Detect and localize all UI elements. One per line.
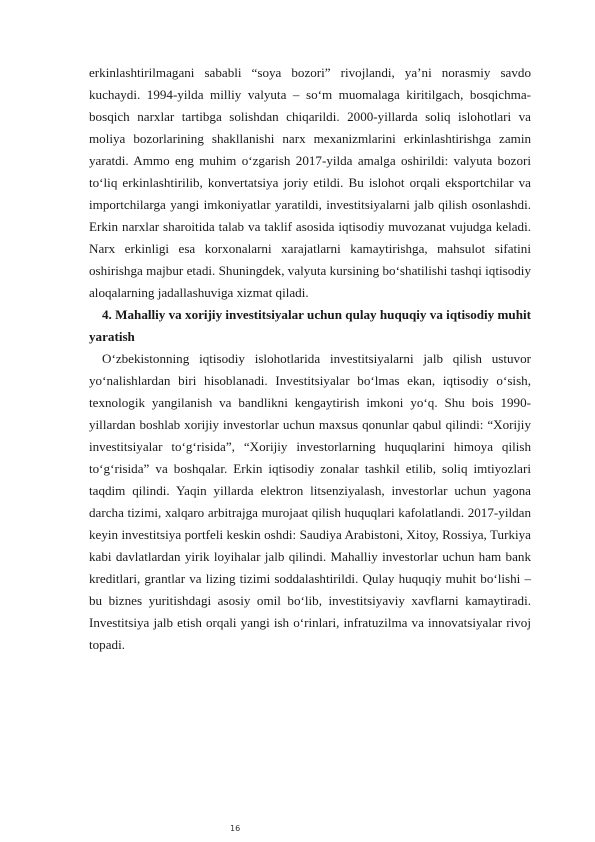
continuation-paragraph: erkinlashtirilmagani sababli “soya bozori” rivojlandi, ya’ni norasmiy savdo kuchaydi. 1994-yilda milliy valyuta – so‘m muomalaga kiritilgach, bosqichma-bosqich narxlar tartibga solishdan chiqarildi. 2000-yillarda soliq islohotlari va moliya bozorlarining shakllanishi narx mexanizmlarini erkinlashtirishga zamin yaratdi. Ammo eng muhim o‘zgarish 2017-yilda amalga oshirildi: valyuta bozori to‘liq erkinlashtirilib, konvertatsiya joriy etildi. Bu islohot orqali eksportchilar va importchilarga yangi imkoniyatlar yaratildi, investitsiyalarni jalb qilish osonlashdi. Erkin narxlar sharoitida talab va taklif asosida iqtisodiy muvozanat vujudga keladi. Narx erkinligi esa korxonalarni xarajatlarni kamaytirishga, mahsulot sifatini oshirishga majbur etadi. Shuningdek, valyuta kursining bo‘shatilishi tashqi iqtisodiy aloqalarning jadallashuviga xizmat qiladi. xyxy=(89,65,531,300)
page-number: 16 xyxy=(230,824,241,833)
document-page xyxy=(89,62,531,656)
body-paragraph: O‘zbekistonning iqtisodiy islohotlarida investitsiyalarni jalb qilish ustuvor yo‘nalishlardan biri hisoblanadi. Investitsiyalar bo‘lmas ekan, iqtisodiy o‘sish, texnologik yangilanish va bandlikni kengaytirish imkoni yo‘q. Shu bois 1990-yillardan boshlab xorijiy investorlar uchun maxsus qonunlar qabul qilindi: “Xorijiy investitsiyalar to‘g‘risida”, “Xorijiy investorlarning huquqlarini himoya qilish to‘g‘risida” va boshqalar. Erkin iqtisodiy zonalar tashkil etilib, soliq imtiyozlari taqdim qilindi. Yaqin yillarda elektron litsenziyalash, investorlar uchun yagona darcha tizimi, xalqaro arbitrajga murojaat qilish huquqlari kafolatlandi. 2017-yildan keyin investitsiya portfeli keskin oshdi: Saudiya Arabistoni, Xitoy, Rossiya, Turkiya kabi davlatlardan yirik loyihalar jalb qilindi. Mahalliy investorlar uchun ham bank kreditlari, grantlar va lizing tizimi soddalashtirildi. Qulay huquqiy muhit bo‘lishi – bu biznes yuritishdagi asosiy omil bo‘lib, investitsiyaviy xavflarni kamaytiradi. Investitsiya jalb etish orqali yangi ish o‘rinlari, infratuzilma va innovatsiyalar rivoj topadi. xyxy=(89,351,531,652)
section-heading: 4. Mahalliy va xorijiy investitsiyalar uchun qulay huquqiy va iqtisodiy muhit yaratish xyxy=(89,307,531,344)
